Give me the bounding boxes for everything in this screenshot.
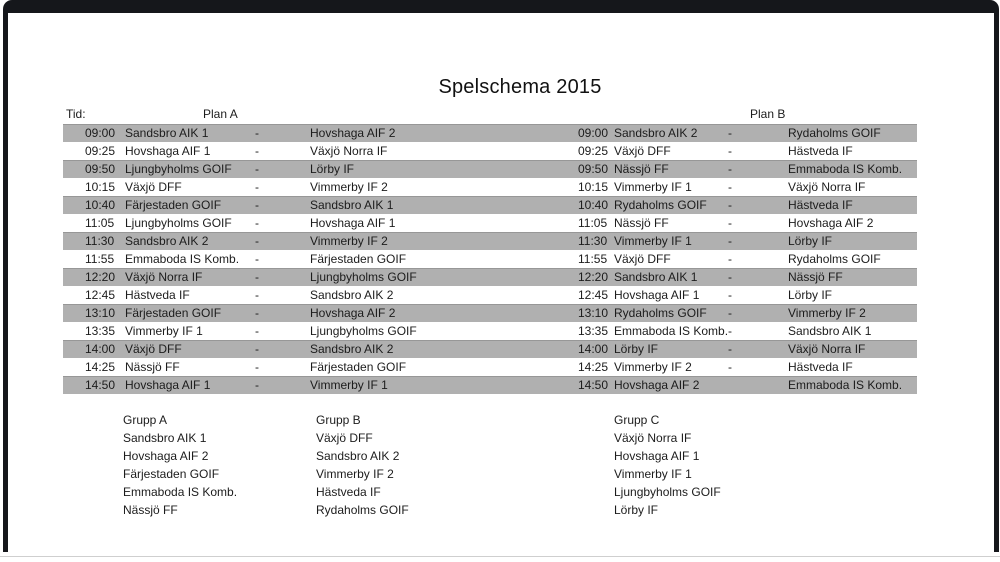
cell-home-a: Vimmerby IF 1 xyxy=(125,324,203,338)
cell-home-a: Ljungbyholms GOIF xyxy=(125,216,232,230)
cell-sep-a: - xyxy=(255,378,259,392)
cell-time-a: 09:50 xyxy=(85,162,116,176)
group-column xyxy=(316,411,409,519)
group-team: Ljungbyholms GOIF xyxy=(614,485,721,499)
cell-time-a: 09:00 xyxy=(85,126,116,140)
cell-home-a: Färjestaden GOIF xyxy=(125,306,222,320)
cell-time-b: 09:25 xyxy=(578,144,609,158)
cell-away-a: Färjestaden GOIF xyxy=(310,360,407,374)
cell-away-a: Hovshaga AIF 2 xyxy=(310,306,396,320)
cell-away-a: Hovshaga AIF 2 xyxy=(310,126,396,140)
cell-away-b: Lörby IF xyxy=(788,288,833,302)
cell-sep-a: - xyxy=(255,252,259,266)
cell-away-a: Ljungbyholms GOIF xyxy=(310,324,417,338)
cell-home-a: Hästveda IF xyxy=(125,288,190,302)
match-row xyxy=(63,142,917,160)
group-column xyxy=(123,411,237,519)
cell-sep-a: - xyxy=(255,234,259,248)
cell-home-a: Nässjö FF xyxy=(125,360,180,374)
cell-time-b: 13:10 xyxy=(578,306,609,320)
cell-sep-b: - xyxy=(728,270,732,284)
cell-away-b: Rydaholms GOIF xyxy=(788,126,881,140)
cell-time-b: 12:20 xyxy=(578,270,609,284)
group-team: Sandsbro AIK 2 xyxy=(316,449,400,463)
group-team: Växjö Norra IF xyxy=(614,431,692,445)
cell-sep-b: - xyxy=(728,252,732,266)
cell-sep-b: - xyxy=(728,126,732,140)
page-title: Spelschema 2015 xyxy=(438,76,602,98)
cell-sep-b: - xyxy=(728,360,732,374)
cell-home-b: Sandsbro AIK 2 xyxy=(614,126,698,140)
cell-time-a: 10:15 xyxy=(85,180,116,194)
cell-home-b: Sandsbro AIK 1 xyxy=(614,270,698,284)
cell-away-b: Nässjö FF xyxy=(788,270,843,284)
cell-time-a: 12:20 xyxy=(85,270,116,284)
cell-sep-b: - xyxy=(728,306,732,320)
match-row xyxy=(63,268,917,286)
cell-home-a: Växjö Norra IF xyxy=(125,270,203,284)
cell-home-b: Hovshaga AIF 2 xyxy=(614,378,700,392)
cell-away-b: Hästveda IF xyxy=(788,198,853,212)
cell-home-b: Rydaholms GOIF xyxy=(614,198,707,212)
cell-home-b: Hovshaga AIF 1 xyxy=(614,288,700,302)
cell-time-a: 12:45 xyxy=(85,288,116,302)
cell-sep-b: - xyxy=(728,342,732,356)
cell-home-a: Hovshaga AIF 1 xyxy=(125,144,211,158)
cell-time-b: 11:55 xyxy=(578,252,608,266)
cell-home-a: Växjö DFF xyxy=(125,342,182,356)
cell-time-a: 11:55 xyxy=(85,252,115,266)
match-row xyxy=(63,178,917,196)
group-title: Grupp B xyxy=(316,413,361,427)
cell-away-a: Hovshaga AIF 1 xyxy=(310,216,396,230)
cell-time-b: 14:50 xyxy=(578,378,609,392)
cell-time-b: 14:25 xyxy=(578,360,609,374)
cell-sep-b: - xyxy=(728,144,732,158)
cell-time-b: 10:40 xyxy=(578,198,609,212)
cell-away-a: Ljungbyholms GOIF xyxy=(310,270,417,284)
group-title: Grupp C xyxy=(614,413,660,427)
cell-away-a: Vimmerby IF 1 xyxy=(310,378,388,392)
cell-away-a: Vimmerby IF 2 xyxy=(310,234,388,248)
cell-away-a: Färjestaden GOIF xyxy=(310,252,407,266)
schedule-table xyxy=(63,124,917,394)
cell-home-b: Nässjö FF xyxy=(614,162,669,176)
cell-sep-b xyxy=(728,377,788,394)
group-team: Emmaboda IS Komb. xyxy=(123,485,238,499)
tid-label: Tid: xyxy=(66,107,86,121)
cell-home-b: Emmaboda IS Komb. xyxy=(614,324,728,338)
cell-time-a: 14:25 xyxy=(85,360,116,374)
cell-time-a: 13:10 xyxy=(85,306,116,320)
cell-time-b: 10:15 xyxy=(578,180,609,194)
cell-home-b: Vimmerby IF 1 xyxy=(614,180,692,194)
cell-away-b: Sandsbro AIK 1 xyxy=(788,324,872,338)
cell-time-a: 14:50 xyxy=(85,378,116,392)
cell-away-a: Sandsbro AIK 2 xyxy=(310,288,394,302)
column-header-row xyxy=(0,107,1000,123)
cell-home-b: Växjö DFF xyxy=(614,252,671,266)
cell-time-a: 11:30 xyxy=(85,234,115,248)
cell-sep-b: - xyxy=(728,180,732,194)
cell-home-b: Vimmerby IF 2 xyxy=(614,360,692,374)
cell-time-b: 09:00 xyxy=(578,126,609,140)
cell-home-b: Rydaholms GOIF xyxy=(614,306,707,320)
cell-home-b: Växjö DFF xyxy=(614,144,671,158)
cell-time-b: 13:35 xyxy=(578,324,609,338)
cell-away-b: Hovshaga AIF 2 xyxy=(788,216,874,230)
cell-sep-a: - xyxy=(255,198,259,212)
match-row xyxy=(63,358,917,376)
plan-b-header: Plan B xyxy=(750,107,786,121)
match-row xyxy=(63,232,917,250)
cell-away-b: Emmaboda IS Komb. xyxy=(788,378,903,392)
cell-away-b: Emmaboda IS Komb. xyxy=(788,162,903,176)
group-team: Hovshaga AIF 1 xyxy=(614,449,700,463)
cell-sep-b: - xyxy=(728,288,732,302)
cell-sep-a: - xyxy=(255,144,259,158)
cell-home-b: Vimmerby IF 1 xyxy=(614,234,692,248)
group-column xyxy=(614,411,721,519)
plan-a-header: Plan A xyxy=(203,107,238,121)
group-team: Rydaholms GOIF xyxy=(316,503,409,517)
cell-time-a: 10:40 xyxy=(85,198,116,212)
group-team: Lörby IF xyxy=(614,503,659,517)
cell-sep-a: - xyxy=(255,270,259,284)
cell-sep-a: - xyxy=(255,180,259,194)
cell-sep-b: - xyxy=(728,234,732,248)
cell-time-a: 11:05 xyxy=(85,216,115,230)
group-team: Nässjö FF xyxy=(123,503,178,517)
cell-sep-a: - xyxy=(255,360,259,374)
cell-away-a: Sandsbro AIK 1 xyxy=(310,198,394,212)
group-team: Växjö DFF xyxy=(316,431,373,445)
match-row xyxy=(63,304,917,322)
cell-away-b: Vimmerby IF 2 xyxy=(788,306,866,320)
match-row xyxy=(63,322,917,340)
group-team: Hovshaga AIF 2 xyxy=(123,449,209,463)
cell-sep-b: - xyxy=(728,162,732,176)
cell-sep-a: - xyxy=(255,306,259,320)
match-row xyxy=(63,196,917,214)
cell-away-b: Växjö Norra IF xyxy=(788,180,866,194)
cell-away-a: Växjö Norra IF xyxy=(310,144,388,158)
cell-sep-a: - xyxy=(255,342,259,356)
cell-away-b: Rydaholms GOIF xyxy=(788,252,881,266)
cell-home-a: Färjestaden GOIF xyxy=(125,198,222,212)
cell-away-a: Sandsbro AIK 2 xyxy=(310,342,394,356)
cell-away-b: Lörby IF xyxy=(788,234,833,248)
match-row xyxy=(63,286,917,304)
cell-time-a: 09:25 xyxy=(85,144,116,158)
cell-home-a: Sandsbro AIK 1 xyxy=(125,126,209,140)
cell-home-a: Sandsbro AIK 2 xyxy=(125,234,209,248)
cell-sep-b: - xyxy=(728,216,732,230)
cell-home-a: Ljungbyholms GOIF xyxy=(125,162,232,176)
match-row xyxy=(63,160,917,178)
cell-home-a: Växjö DFF xyxy=(125,180,182,194)
group-team: Sandsbro AIK 1 xyxy=(123,431,207,445)
cell-time-a: 13:35 xyxy=(85,324,116,338)
page-bottom-divider xyxy=(0,556,1000,557)
cell-time-b: 14:00 xyxy=(578,342,609,356)
group-team: Vimmerby IF 2 xyxy=(316,467,394,481)
cell-time-b: 12:45 xyxy=(578,288,609,302)
match-row xyxy=(63,250,917,268)
group-team: Vimmerby IF 1 xyxy=(614,467,692,481)
cell-away-a: Lörby IF xyxy=(310,162,355,176)
cell-time-b: 09:50 xyxy=(578,162,609,176)
cell-time-a: 14:00 xyxy=(85,342,116,356)
cell-away-b: Växjö Norra IF xyxy=(788,342,866,356)
cell-sep-a: - xyxy=(255,126,259,140)
match-row xyxy=(63,214,917,232)
cell-home-a: Emmaboda IS Komb. xyxy=(125,252,240,266)
cell-sep-a: - xyxy=(255,216,259,230)
group-title: Grupp A xyxy=(123,413,168,427)
cell-away-b: Hästveda IF xyxy=(788,144,853,158)
group-team: Färjestaden GOIF xyxy=(123,467,220,481)
cell-sep-a: - xyxy=(255,288,259,302)
cell-away-a: Vimmerby IF 2 xyxy=(310,180,388,194)
cell-sep-a: - xyxy=(255,162,259,176)
cell-sep-b: - xyxy=(728,324,732,338)
cell-home-b: Nässjö FF xyxy=(614,216,669,230)
match-row xyxy=(63,340,917,358)
cell-sep-a: - xyxy=(255,324,259,338)
cell-time-b: 11:05 xyxy=(578,216,608,230)
group-team: Hästveda IF xyxy=(316,485,381,499)
cell-sep-b: - xyxy=(728,198,732,212)
match-row xyxy=(63,124,917,142)
cell-away-b: Hästveda IF xyxy=(788,360,853,374)
cell-home-a: Hovshaga AIF 1 xyxy=(125,378,211,392)
cell-home-b: Lörby IF xyxy=(614,342,659,356)
cell-time-b: 11:30 xyxy=(578,234,608,248)
match-row xyxy=(63,376,917,394)
